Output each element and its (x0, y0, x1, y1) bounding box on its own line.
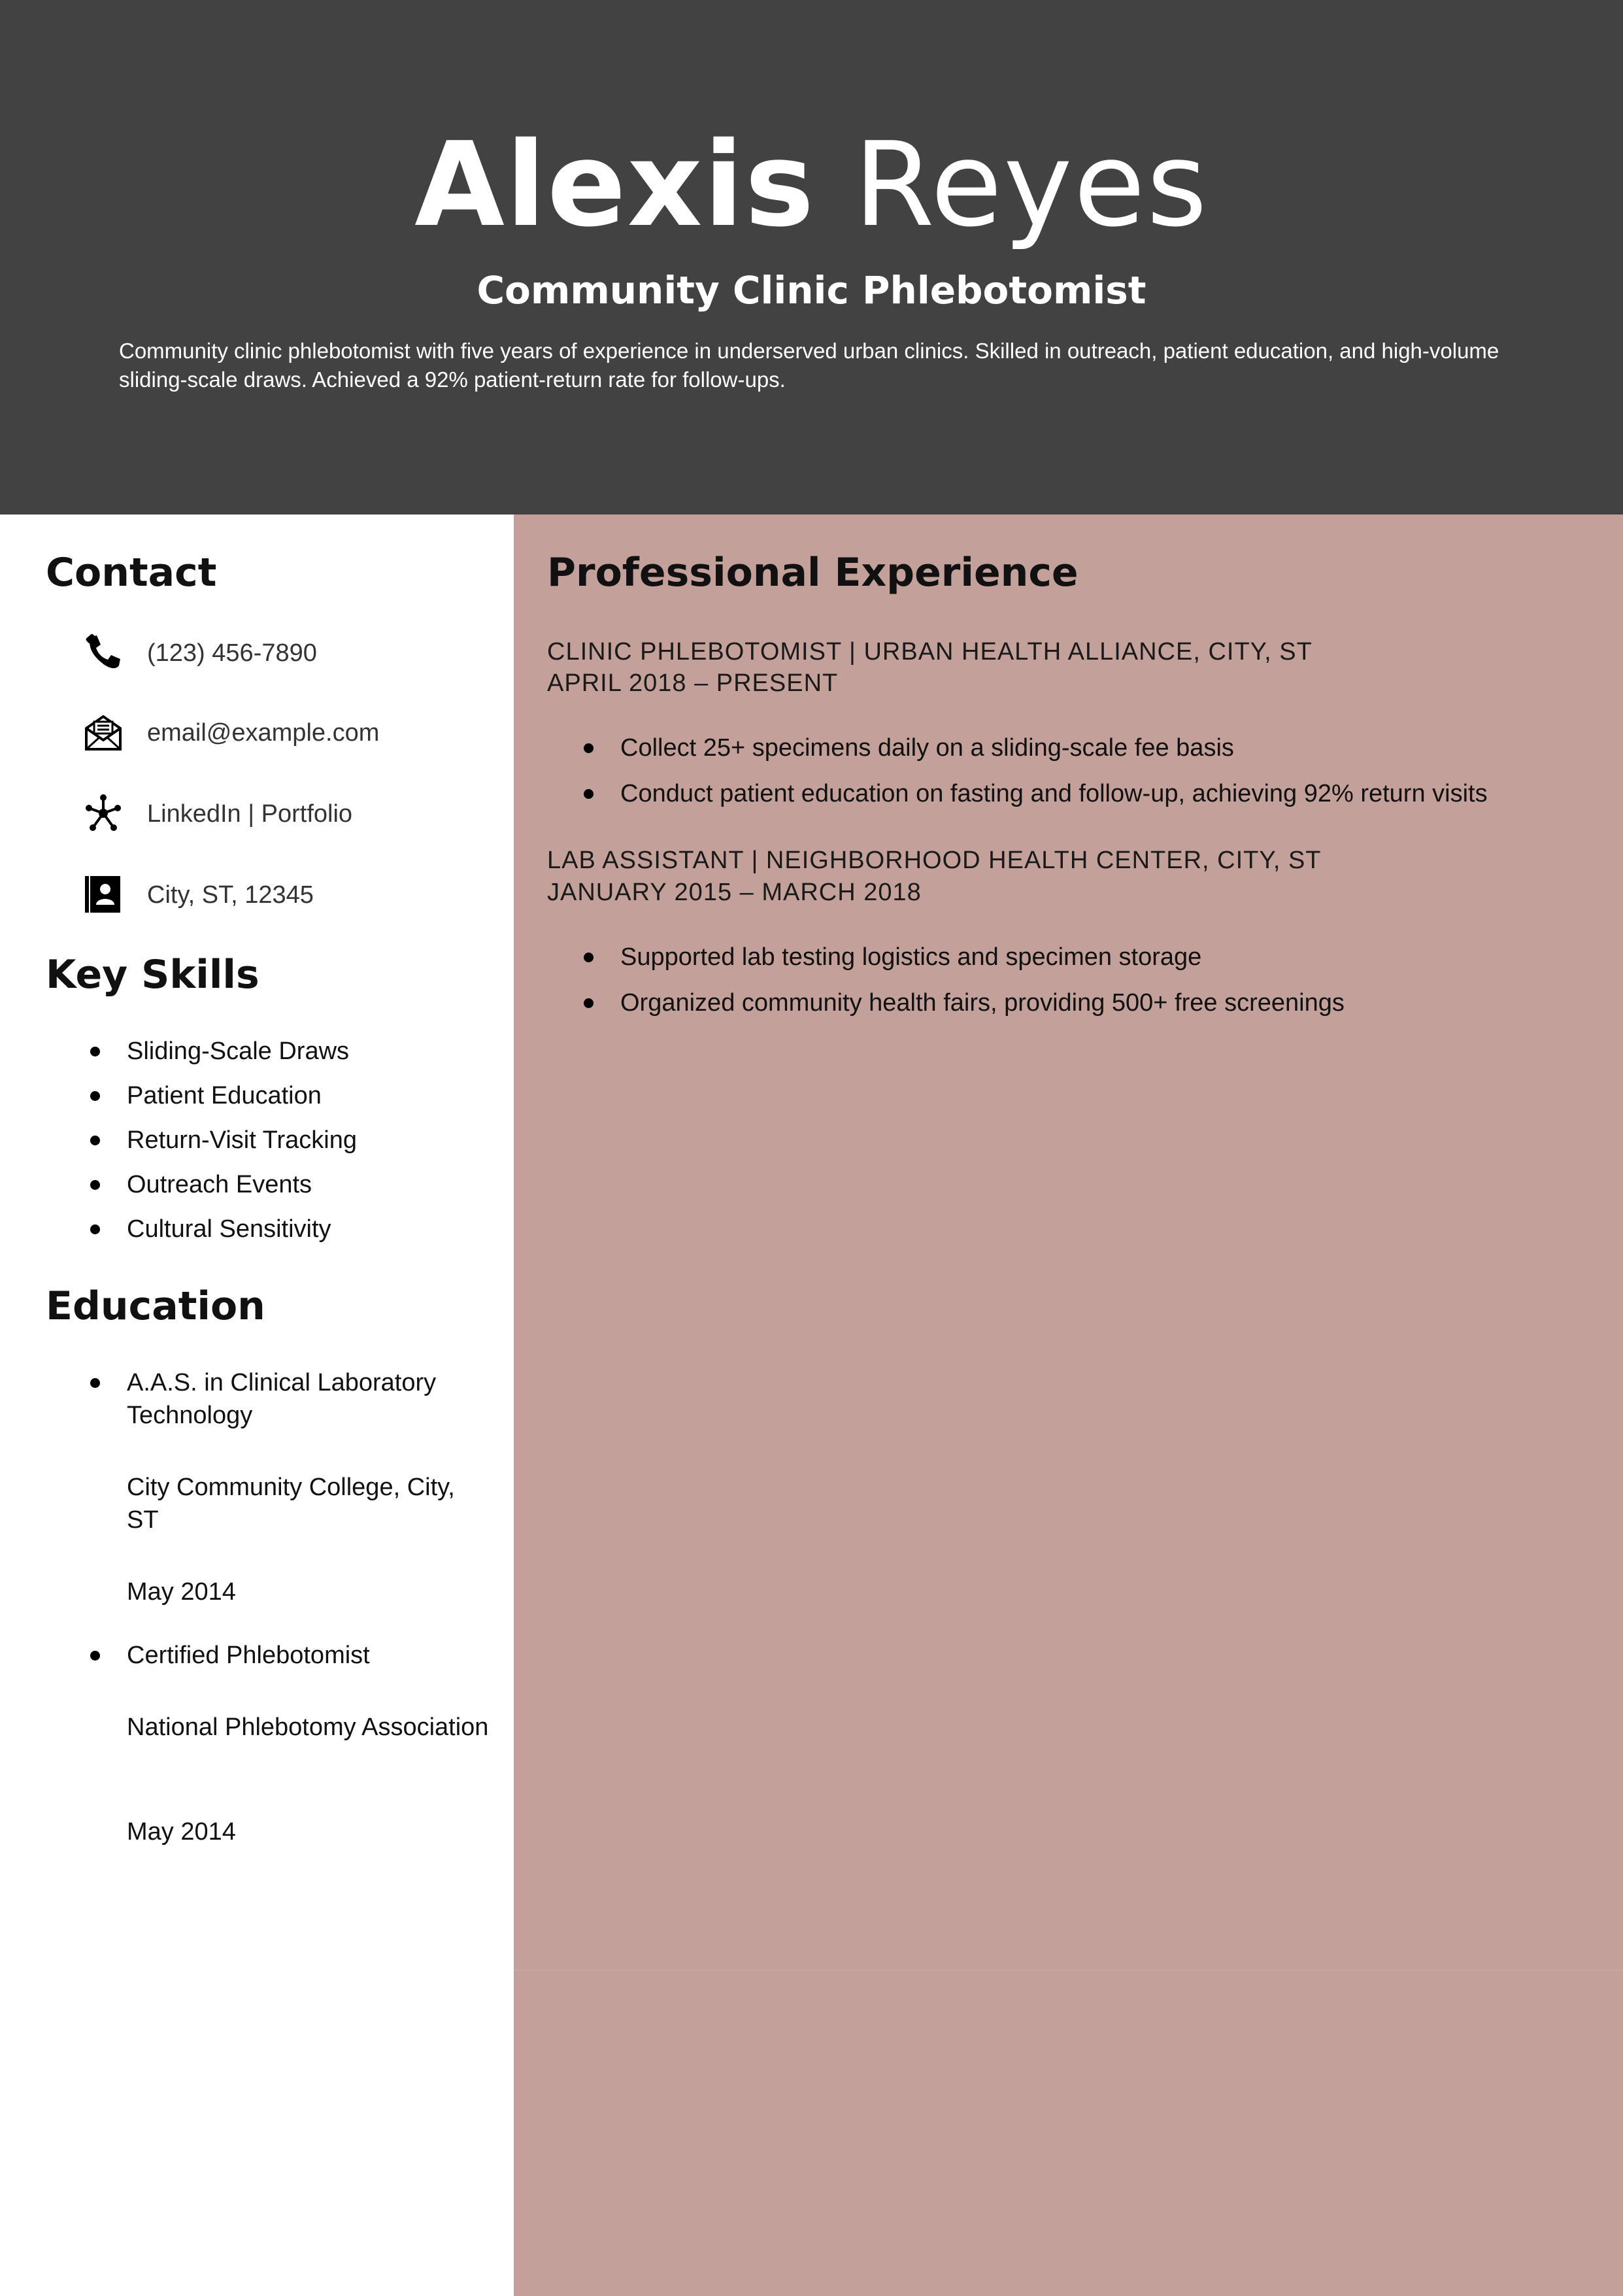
education-school: City Community College, City, ST (127, 1474, 455, 1534)
contact-links (84, 794, 502, 839)
job-bullet: Conduct patient education on fasting and follow-up, achieving 92% return visits (620, 777, 1601, 823)
education-degree: A.A.S. in Clinical Laboratory Technology (127, 1366, 493, 1432)
last-name: Reyes (854, 117, 1209, 252)
candidate-name (0, 116, 1623, 254)
first-name: Alexis (414, 117, 816, 252)
education-school: National Phlebotomy Association (127, 1714, 489, 1741)
panel-divider (514, 1970, 1623, 1971)
job-role-line: CLINIC PHLEBOTOMIST | URBAN HEALTH ALLIANCE, CITY, ST (547, 638, 1313, 666)
contact-email (84, 713, 502, 758)
job-role-line: LAB ASSISTANT | NEIGHBORHOOD HEALTH CENTER, CITY, ST (547, 847, 1322, 874)
skills-list (127, 1035, 493, 1257)
experience-heading: Professional Experience (547, 550, 1079, 596)
education-degree: Certified Phlebotomist (127, 1639, 493, 1672)
job-dates: JANUARY 2015 – MARCH 2018 (547, 879, 922, 906)
job-bullets (620, 732, 1601, 823)
job-title: Community Clinic Phlebotomist (477, 268, 1146, 312)
contact-phone (84, 633, 502, 679)
phone-number[interactable]: (123) 456-7890 (147, 639, 317, 667)
phone-icon (84, 633, 123, 672)
job-bullet: Organized community health fairs, providing 500+ free screenings (620, 987, 1601, 1032)
address-book-icon (84, 875, 123, 914)
contact-address (84, 875, 502, 920)
skill-item: Sliding-Scale Draws (127, 1035, 493, 1079)
city-state-zip: City, ST, 12345 (147, 881, 314, 909)
skill-item: Cultural Sensitivity (127, 1213, 493, 1257)
linkedin-portfolio[interactable]: LinkedIn | Portfolio (147, 800, 353, 828)
contact-heading: Contact (46, 550, 217, 596)
envelope-icon (84, 713, 123, 752)
skills-heading: Key Skills (46, 952, 259, 998)
education-date: May 2014 (127, 1818, 236, 1846)
email-address[interactable]: email@example.com (147, 719, 380, 747)
network-icon (84, 794, 123, 833)
education-date: May 2014 (127, 1578, 236, 1606)
skill-item: Patient Education (127, 1079, 493, 1124)
job-bullets (620, 941, 1601, 1032)
skill-item: Return-Visit Tracking (127, 1124, 493, 1168)
resume-header (0, 0, 1623, 515)
skill-item: Outreach Events (127, 1168, 493, 1213)
education-heading: Education (46, 1283, 265, 1329)
job-bullet: Supported lab testing logistics and specimen storage (620, 941, 1601, 987)
summary-text: Community clinic phlebotomist with five years of experience in underserved urban clinics. Skilled in outreach, patient education, and high-volume sliding-scale draws. Achieved a 92% patient-return rate for follow-ups. (119, 339, 1499, 392)
job-bullet: Collect 25+ specimens daily on a sliding-scale fee basis (620, 732, 1601, 777)
job-dates: APRIL 2018 – PRESENT (547, 669, 839, 697)
